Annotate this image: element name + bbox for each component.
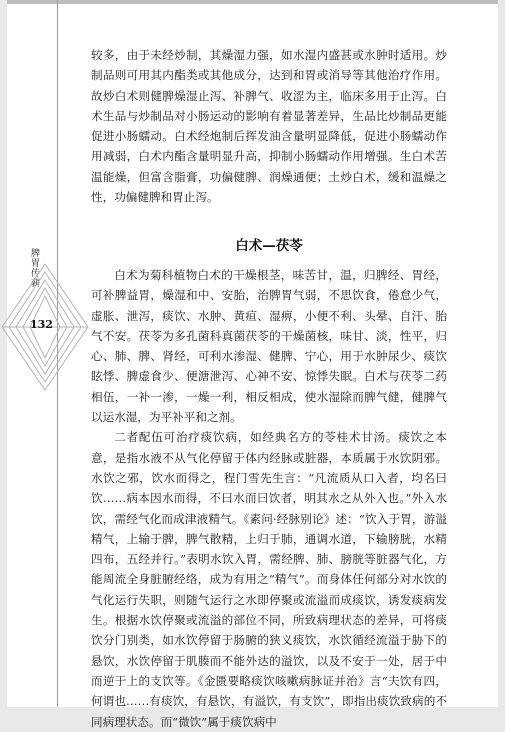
paragraph-2: 白术为菊科植物白术的干燥根茎，味苦甘，温，归脾经、胃经，可补脾益胃，燥湿和中、安胎，治脾胃气弱，不思饮食，倦怠少气，虚胀、泄泻，痰饮、水肿、黄疸、湿痹，小便不利、头晕、自汗、胎气不安。茯苓为多孔菌科真菌茯苓的干燥菌核，味甘、淡，性平，归心、肺、脾、肾经，可利水渗湿、健脾、宁心，用于水肿尿少、痰饮眩悸、脾虚食少、便溏泄泻、心神不安、惊悸失眠。白术与茯苓二药相伍，一补一渗，一燥一利，相反相成，使水湿除而脾气健，健脾气以运水湿，为平补平和之剂。 [91,268,447,425]
running-head: 脾胃传薪 [29,248,39,288]
section-heading: 白术—茯苓 [235,238,303,254]
page-top-edge [7,0,498,4]
text-block-main [91,265,447,732]
page-number: 132 [30,318,53,331]
text-block-top [91,45,447,207]
paragraph-1: 较多，由于未经炒制，其燥湿力强，如水湿内盛甚或水肿时适用。炒制品则可用其内酯类或其他成分，达到和胃或消导等其他治疗作用。故炒白术则健脾燥湿止泻、补脾气、收涩为主，临床多用于止泻。白术生品与炒制品对小肠运动的影响有着显著差异，生品比炒制品更能促进小肠蠕动。白术经炮制后挥发油含量明显降低，促进小肠蠕动作用减弱，白术内酯含量明显升高，抑制小肠蠕动作用增强。生白术苦温能燥，但富含脂膏，功偏健脾、润燥通便；土炒白术，缓和温燥之性，功偏健脾和胃止泻。 [91,48,447,205]
paragraph-3: 二者配伍可治疗痰饮病，如经典名方的苓桂术甘汤。痰饮之本意，是指水液不从气化停留于体内经脉或脏器，本质属于水饮阴邪。水饮之邪，饮水而得之，程门雪先生言：“凡流质从口入者，均名曰饮……病本因水而得，不曰水而曰饮者，明其水之从外入也。”外入水饮，需经气化而成津液精气。《素问·经脉别论》述：“饮入于胃，游溢精气，上输于脾，脾气散精，上归于肺，通调水道，下输膀胱，水精四布，五经并行。”表明水饮入胃，需经脾、肺、膀胱等脏器气化，方能周流全身脏腑经络，成为有用之“精气”。而身体任何部分对水饮的气化运行失职，则随气运行之水即停聚或流溢而成痰饮，诱发痰病发生。根据水饮停聚或流溢的部位不同，所致病理状态的差异，可将痰饮分门别类，如水饮停留于肠腑的狭义痰饮，水饮循经流溢于胁下的悬饮，水饮停留于肌腠而不能外达的溢饮，以及不安于一处，居于中而逆于上的支饮等。《金匮要略痰饮咳嗽病脉证并治》言“夫饮有四，何谓也……有痰饮，有悬饮，有溢饮，有支饮”，即指出痰饮致病的不同病理状态。而“微饮”属于痰饮病中 [91,430,447,729]
